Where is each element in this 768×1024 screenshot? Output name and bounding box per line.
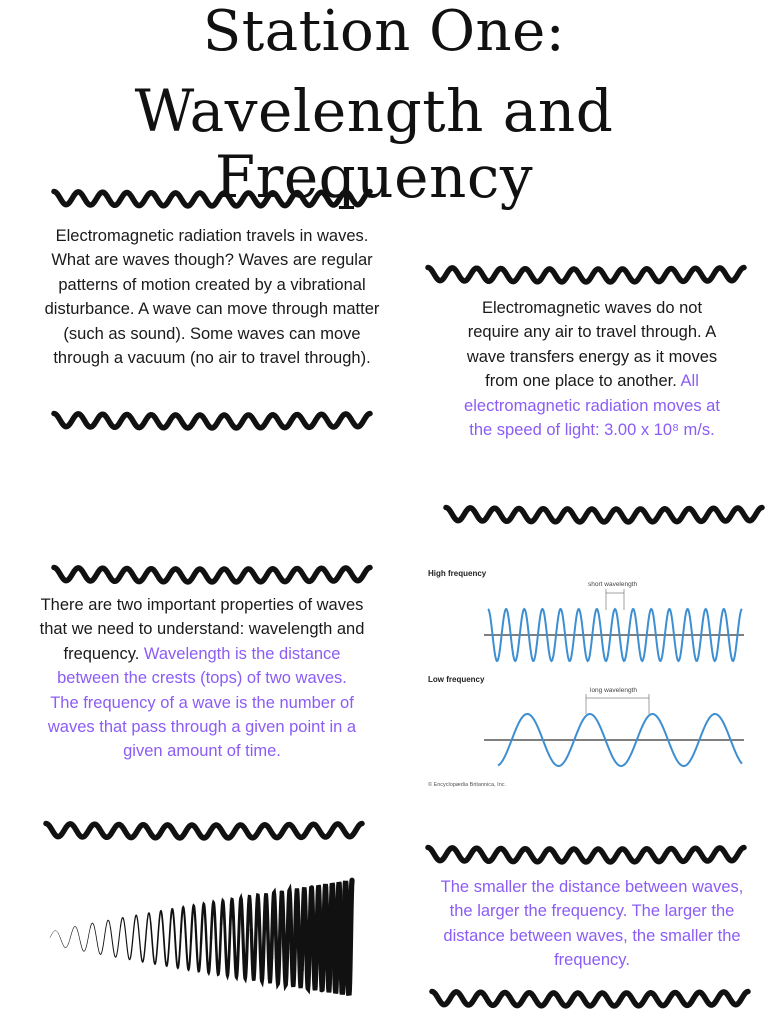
growing-wave-segment — [211, 902, 221, 974]
image-credit: © Encyclopædia Britannica, Inc. — [428, 782, 507, 788]
growing-wave-segment — [261, 894, 271, 983]
growing-wave-segment — [292, 889, 302, 988]
growing-wave-segment — [120, 918, 130, 960]
squiggle-divider-1 — [46, 182, 378, 214]
squiggle-divider-4 — [438, 498, 768, 530]
squiggle-stroke — [432, 992, 748, 1007]
page-title-line-2: Wavelength and Frequency — [134, 77, 614, 211]
growing-wave-segment — [161, 911, 171, 966]
growing-wave-segment — [100, 920, 110, 954]
wavelength-definition: Wavelength is the distance between the crests (tops) of two waves. — [57, 644, 347, 688]
intro-text: Electromagnetic radiation travels in waves. What are waves though? Waves are regular patterns of motion created by a vibrational disturbance. A wave can move through matter (such as sound). Some waves can move through a vacuum (no air to travel through). — [44, 227, 380, 368]
growing-wave-segment — [151, 911, 161, 964]
growing-wave-segment — [241, 896, 251, 979]
squiggle-divider-6 — [38, 814, 370, 846]
squiggle-stroke — [428, 848, 744, 863]
low-frequency-label: Low frequency — [428, 675, 485, 684]
growing-wave-segment — [70, 926, 80, 941]
growing-wave-segment — [191, 905, 201, 971]
growing-wave-segment — [171, 909, 181, 968]
growing-wave-segment — [332, 882, 342, 993]
squiggle-divider-5 — [46, 558, 378, 590]
squiggle-stroke — [54, 414, 370, 429]
growing-wave-segment — [221, 901, 231, 977]
intro-paragraph — [36, 224, 388, 370]
squiggle-stroke — [54, 568, 370, 583]
growing-wave-segment — [110, 927, 120, 957]
growing-wave-segment — [271, 892, 281, 984]
growing-wave-segment — [141, 913, 151, 962]
squiggle-divider-3 — [420, 258, 752, 290]
short-wavelength-label: short wavelength — [588, 581, 638, 588]
long-wavelength-label: long wavelength — [590, 687, 637, 694]
growing-wave-segment — [131, 915, 141, 957]
properties-paragraph — [36, 593, 368, 764]
growing-wave-segment — [282, 890, 292, 985]
growing-wave-segment — [181, 907, 191, 970]
high-frequency-label: High frequency — [428, 569, 487, 578]
growing-wave-segment — [80, 928, 90, 951]
frequency-definition: The frequency of a wave is the number of waves that pass through a given point in a given amount of time. — [47, 693, 357, 761]
squiggle-stroke — [46, 824, 362, 839]
squiggle-divider-7 — [420, 838, 752, 870]
squiggle-stroke — [54, 192, 370, 207]
properties-text: There are two important properties of waves that we need to understand: wavelength and frequency. — [39, 596, 365, 663]
squiggle-divider-2 — [46, 404, 378, 436]
growing-wave-segment — [322, 884, 332, 992]
squiggle-divider-8 — [424, 982, 756, 1014]
em-waves-paragraph — [458, 296, 726, 442]
em-waves-text: Electromagnetic waves do not require any air to travel through. A wave transfers energy as it moves from one place to another. — [466, 299, 718, 391]
relationship-paragraph — [436, 875, 748, 973]
speed-of-light-highlight: All electromagnetic radiation moves at the speed of light: 3.00 x 10⁸ m/s. — [464, 372, 720, 440]
page-title-line-1: Station One: — [202, 0, 566, 64]
growing-wave-segment — [201, 904, 211, 973]
squiggle-stroke — [446, 508, 762, 523]
growing-wave-segment — [251, 895, 261, 980]
frequency-diagram — [424, 562, 754, 794]
squiggle-stroke — [428, 268, 744, 283]
growing-wave-segment — [50, 931, 60, 938]
growing-wave-segment — [90, 923, 100, 954]
growing-wave-segment — [312, 885, 322, 990]
growing-wave-segment — [342, 880, 352, 995]
growing-wave-illustration — [46, 872, 362, 1000]
growing-wave-segment — [231, 898, 241, 978]
relationship-text: The smaller the distance between waves, the larger the frequency. The larger the distance between waves, the smaller the frequency. — [440, 878, 744, 970]
growing-wave-segment — [60, 937, 70, 947]
